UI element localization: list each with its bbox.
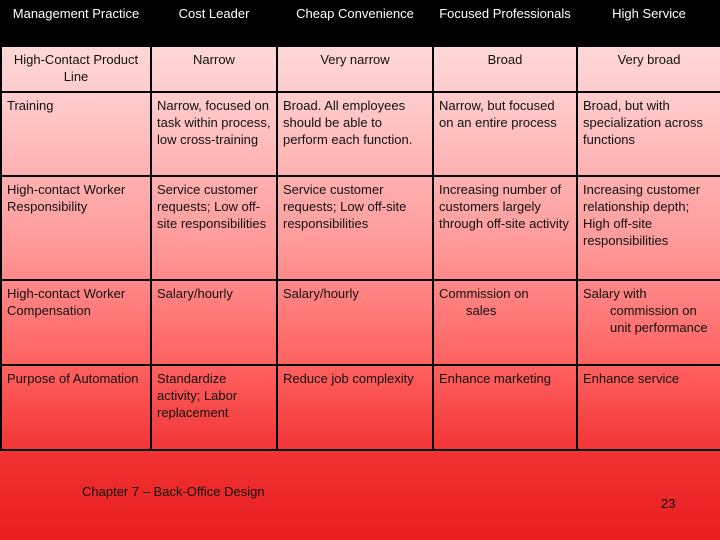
header-focused-professionals: Focused Professionals (433, 1, 577, 46)
row-label: Training (1, 92, 151, 176)
header-cost-leader: Cost Leader (151, 1, 277, 46)
table-cell (433, 280, 577, 365)
row-label: High-contact Worker Responsibility (1, 176, 151, 280)
table-cell: Increasing number of customers largely through off-site activity (433, 176, 577, 280)
header-cheap-convenience: Cheap Convenience (277, 1, 433, 46)
cell-line: commission on unit performance (610, 303, 708, 335)
table-cell: Broad, but with specialization across functions (577, 92, 720, 176)
table-cell: Salary/hourly (277, 280, 433, 365)
header-high-service: High Service (577, 1, 720, 46)
header-row (1, 1, 720, 46)
row-label: High-Contact Product Line (1, 46, 151, 92)
row-label: Purpose of Automation (1, 365, 151, 450)
table-cell: Increasing customer relationship depth; High off-site responsibilities (577, 176, 720, 280)
table-cell: Narrow, focused on task within process, low cross-training (151, 92, 277, 176)
table-cell (577, 280, 720, 365)
table-cell: Very broad (577, 46, 720, 92)
table-cell: Broad (433, 46, 577, 92)
table-cell: Standardize activity; Labor replacement (151, 365, 277, 450)
header-management-practice: Management Practice (1, 1, 151, 46)
cell-line: Commission on (439, 286, 529, 301)
table-cell: Very narrow (277, 46, 433, 92)
table-cell: Salary/hourly (151, 280, 277, 365)
cell-line: Salary with (583, 286, 647, 301)
table-row (1, 176, 720, 280)
cell-line: sales (466, 303, 497, 318)
table-cell: Service customer requests; Low off-site responsibilities (277, 176, 433, 280)
chapter-footer: Chapter 7 – Back-Office Design (82, 484, 265, 499)
table-row (1, 280, 720, 365)
table-cell: Broad. All employees should be able to perform each function. (277, 92, 433, 176)
table-cell: Reduce job complexity (277, 365, 433, 450)
table-cell: Enhance marketing (433, 365, 577, 450)
row-label: High-contact Worker Compensation (1, 280, 151, 365)
page-number: 23 (661, 496, 676, 511)
table-cell: Enhance service (577, 365, 720, 450)
table-row (1, 46, 720, 92)
table-cell: Service customer requests; Low off-site responsibilities (151, 176, 277, 280)
table-cell: Narrow (151, 46, 277, 92)
table-row (1, 92, 720, 176)
table-cell: Narrow, but focused on an entire process (433, 92, 577, 176)
table-row (1, 365, 720, 450)
